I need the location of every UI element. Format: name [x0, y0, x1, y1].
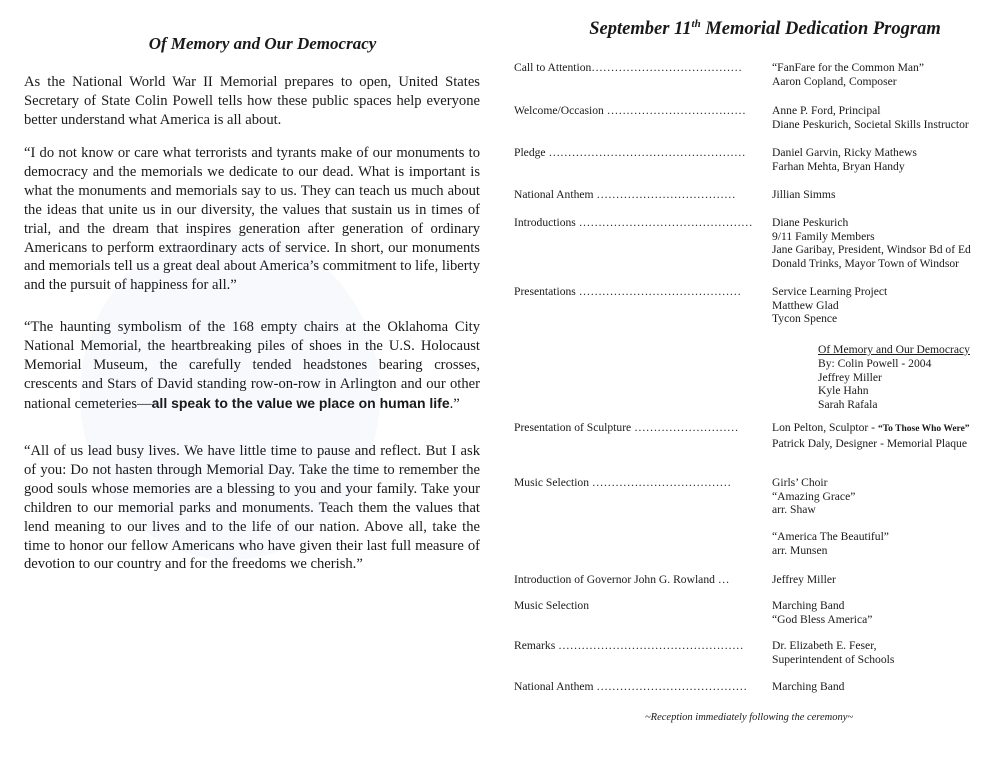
participant-line: Superintendent of Schools: [772, 652, 895, 666]
participant-line: Anne P. Ford, Principal: [772, 104, 881, 117]
program-item-participants: [772, 104, 969, 131]
left-title: Of Memory and Our Democracy: [148, 34, 377, 53]
reading-line: By: Colin Powell - 2004: [818, 356, 932, 370]
participant-line: Donald Trinks, Mayor Town of Windsor: [772, 256, 960, 270]
participant-line: Patrick Daly, Designer - Memorial Plaque: [772, 436, 967, 450]
program-item-participants: [772, 188, 835, 202]
sculpture-title: “To Those Who Were”: [877, 424, 970, 434]
emphasis-text: all speak to the value we place on human life: [151, 394, 450, 411]
participant-line: Tycon Spence: [772, 312, 838, 326]
participant-line: Daniel Garvin, Ricky Mathews: [772, 146, 917, 159]
program-item-participants: [772, 421, 970, 450]
program-item-participants: [772, 146, 917, 173]
participant-line: arr. Shaw: [772, 503, 816, 517]
program-item-label: Remarks …………………………………………: [514, 639, 744, 652]
reading-line: Kyle Hahn: [818, 384, 869, 398]
program-item-participants: [772, 599, 872, 626]
participant-line: Jeffrey Miller: [772, 573, 836, 586]
reading-block: [818, 343, 970, 412]
program-item-label: Call to Attention…………………………………: [514, 61, 743, 74]
participant-line: Matthew Glad: [772, 298, 839, 312]
program-item-participants: [772, 285, 887, 326]
participant-line: 9/11 Family Members: [772, 229, 875, 243]
program-item-label: Music Selection ………………………………: [514, 476, 732, 489]
participant-line: “God Bless America”: [772, 612, 873, 626]
participant-line: Jillian Simms: [772, 188, 836, 201]
reading-title: Of Memory and Our Democracy: [818, 343, 970, 356]
program-item-label: National Anthem ………………………………: [514, 188, 736, 201]
participant-line: Marching Band: [772, 599, 845, 612]
reading-line: Sarah Rafala: [818, 398, 878, 412]
participant-line: “America The Beautiful”: [772, 530, 889, 544]
participant-line: Lon Pelton, Sculptor - “To Those Who Were”: [772, 421, 970, 434]
participant-line: [772, 517, 889, 531]
right-page: [500, 0, 1000, 766]
program-item-label: Music Selection: [514, 599, 590, 612]
program-item-participants: [772, 639, 894, 666]
program-item-label: Presentation of Sculpture ………………………: [514, 421, 739, 434]
participant-line: “Amazing Grace”: [772, 489, 856, 503]
participant-line: Marching Band: [772, 680, 845, 693]
program-item-label: Pledge ……………………………………………: [514, 146, 746, 159]
program-item-participants: [772, 61, 924, 88]
program-item-label: Introductions ………………………………………: [514, 216, 753, 229]
program-item-participants: [772, 680, 844, 694]
participant-line: arr. Munsen: [772, 543, 828, 557]
quote-paragraph-1: “I do not know or care what terrorists and tyrants make of our monuments to democracy and the memorials we dedicate to our dead. What is important is what the monuments and memorials say to us. They can teach us much about the ideas that unite us in our diversity, the values that sustain us in times of trial, and the dream that inspires generation after generation of ordinary Americans to perform extraordinary acts of service. In short, our monuments and memorials tell us a great deal about America’s commitment to life, liberty and the pursuit of happiness for all.”: [24, 145, 480, 294]
participant-line: Jane Garibay, President, Windsor Bd of Ed: [772, 243, 971, 257]
program-item-participants: [772, 216, 971, 270]
quote-paragraph-3: “All of us lead busy lives. We have little time to pause and reflect. But I ask of you: Do not hasten through Memorial Day. Take the time to remember the good souls whose memories are a blessing to you and your family. Take your children to our memorial parks and monuments. Teach them the values that lend meaning to our lives and to the life of our nation. Above all, take the time to honor our fellow Americans who have given their last full measure of devotion to our country and for the freedoms we cherish.”: [24, 443, 480, 573]
participant-line: Diane Peskurich, Societal Skills Instructor: [772, 117, 969, 131]
program-item-participants: [772, 476, 889, 558]
participant-line: Farhan Mehta, Bryan Handy: [772, 159, 905, 173]
reception-note: ~Reception immediately following the ceremony~: [645, 712, 854, 723]
program-item-label: National Anthem …………………………………: [514, 680, 748, 693]
participant-line: Aaron Copland, Composer: [772, 74, 897, 88]
program-item-label: Introduction of Governor John G. Rowland …: [514, 573, 730, 586]
intro-paragraph: As the National World War II Memorial prepares to open, United States Secretary of State Colin Powell tells how these public spaces help everyone better understand what America is all about.: [24, 74, 480, 128]
program-item-participants: [772, 573, 836, 587]
participant-line: Dr. Elizabeth E. Feser,: [772, 639, 877, 652]
quote-paragraph-2: “The haunting symbolism of the 168 empty chairs at the Oklahoma City National Memorial, the heartbreaking piles of shoes in the U.S. Holocaust Memorial Museum, the carefully tended headstones bearing crosses, crescents and Stars of David standing row-on-row in Arlington and our other national cemeteries—all speak to the value we place on human life.”: [24, 319, 480, 412]
reading-line: Jeffrey Miller: [818, 370, 882, 384]
participant-line: Service Learning Project: [772, 285, 888, 298]
participant-line: Girls’ Choir: [772, 476, 828, 489]
program-item-label: Welcome/Occasion ………………………………: [514, 104, 746, 117]
program-title: September 11th Memorial Dedication Program: [589, 18, 941, 40]
program-item-label: Presentations ……………………………………: [514, 285, 742, 298]
participant-line: “FanFare for the Common Man”: [772, 61, 924, 74]
participant-line: Diane Peskurich: [772, 216, 849, 229]
